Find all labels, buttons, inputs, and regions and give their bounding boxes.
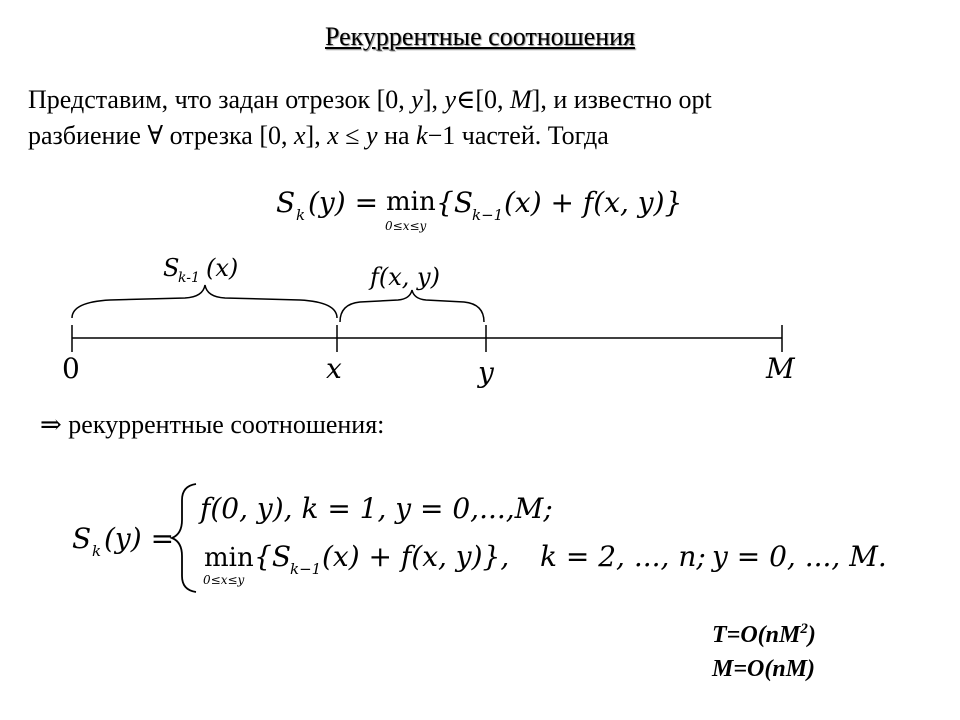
element-of-symbol: ∈: [456, 85, 476, 114]
brace-right: [340, 290, 484, 322]
formula1-min: min: [386, 187, 436, 217]
intro-text: −1 частей. Тогда: [427, 121, 609, 150]
time-end: ): [807, 622, 816, 648]
var-y: y: [366, 121, 378, 150]
tick-label-0: 0: [62, 352, 80, 385]
intro-text: ],: [305, 121, 328, 150]
var-M: M: [509, 85, 532, 114]
time-text: T=O(nM: [712, 622, 801, 648]
formula1-lhs: S: [276, 186, 296, 219]
tick-label-x: x: [326, 352, 342, 385]
time-exponent: 2: [800, 621, 808, 637]
time-complexity: [712, 612, 816, 652]
implies-line: [40, 410, 384, 440]
brace2-label: f(x, y): [370, 263, 440, 291]
intro-text: на: [377, 121, 417, 150]
formula2-case1: f(0, y), k = 1, y = 0,...,M;: [200, 492, 553, 525]
formula2-case2-y: y = 0, ..., M.: [712, 540, 887, 573]
formula2-lhs-sub: k: [92, 542, 102, 560]
brace1-label-sub: k-1: [178, 270, 200, 286]
brace1-label-S: S: [163, 254, 180, 282]
memory-complexity: M=O(nM): [712, 656, 816, 682]
formula1-body-rest: (x) + f(x, y)}: [504, 186, 683, 219]
intro-text: отрезка [0,: [163, 121, 294, 150]
var-x: x: [293, 121, 306, 150]
formula1-lhs-arg: (y) =: [308, 186, 379, 219]
tick-label-M: M: [766, 352, 795, 385]
var-y: y: [444, 85, 457, 114]
formula1-lhs-sub: k: [296, 206, 306, 224]
formula1-min-sub: 0≤x≤y: [385, 219, 427, 233]
le-symbol: ≤: [338, 121, 367, 150]
formula1-body-sub: k−1: [472, 206, 504, 224]
intro-text: ], и известно opt: [531, 85, 712, 114]
intro-text: ],: [422, 85, 445, 114]
forall-symbol: ∀: [147, 121, 164, 150]
tick-label-y: y: [478, 356, 494, 389]
formula2-case2-min: min: [204, 543, 254, 573]
formula1-body: {S: [436, 186, 473, 219]
brace-left: [72, 285, 337, 318]
var-y: y: [411, 85, 423, 114]
cases-brace: [172, 484, 196, 592]
implies-icon: ⇒: [40, 410, 62, 439]
implies-text: рекуррентные соотношения:: [61, 410, 385, 439]
slide-title: Рекуррентные соотношения: [325, 22, 635, 51]
intro-text: Представим, что задан отрезок [0,: [28, 85, 412, 114]
formula2-lhs-arg: (y) =: [104, 522, 175, 555]
formula2-case2-body-sub: k−1: [290, 560, 322, 578]
formula2-case2-min-sub: 0≤x≤y: [203, 573, 245, 587]
formula2-case2-k: k = 2, ..., n;: [540, 540, 706, 573]
var-k: k: [416, 121, 428, 150]
var-x: x: [327, 121, 339, 150]
intro-text: разбиение: [28, 121, 148, 150]
formula2-case2-body-rest: (x) + f(x, y)},: [322, 540, 510, 573]
formula2-case2-body: {S: [254, 540, 291, 573]
complexity-block: [712, 612, 816, 686]
formula2-lhs: S: [72, 522, 92, 555]
intro-text: [0,: [475, 85, 510, 114]
brace1-label-rest: (x): [206, 254, 239, 282]
